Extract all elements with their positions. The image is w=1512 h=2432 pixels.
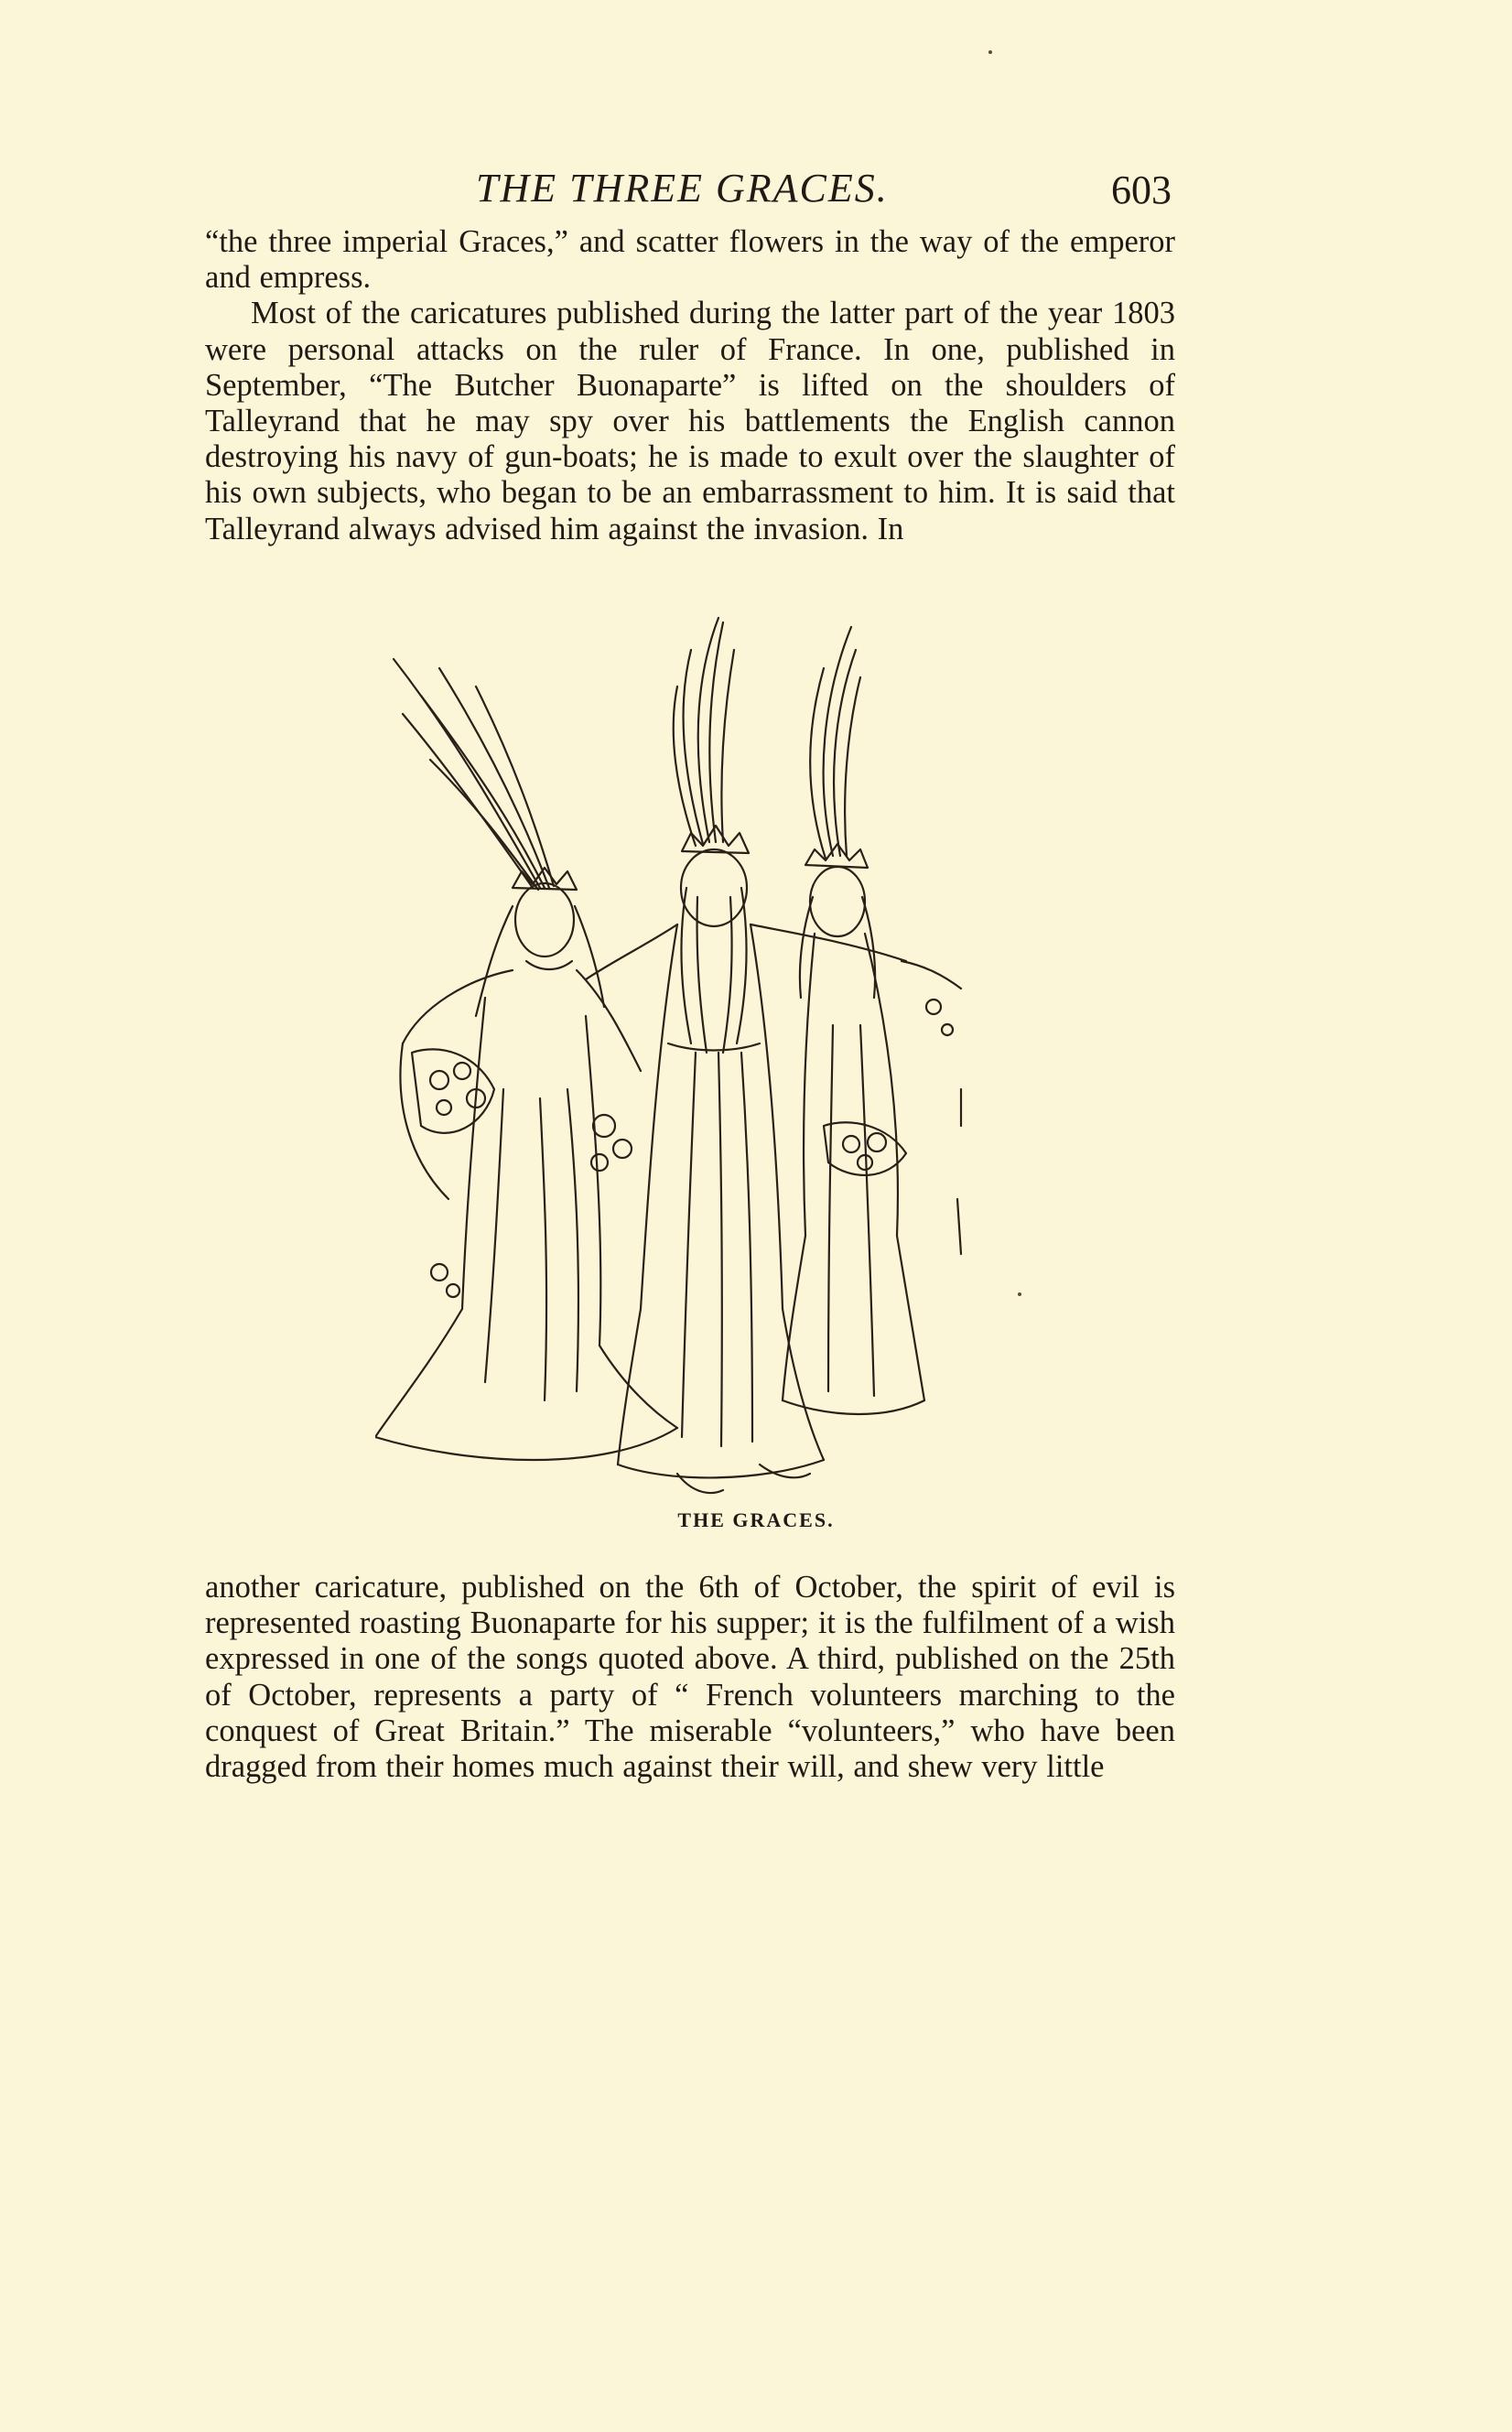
paragraph-continuation: “the three imperial Graces,” and scatter flowers in the way of the emperor and empress. <box>205 224 1175 296</box>
figure-caption: THE GRACES. <box>677 1508 835 1531</box>
text-block-top <box>205 224 1175 547</box>
paragraph-caricatures-1803: Most of the caricatures published during the latter part of the year 1803 were personal attacks on the ruler of France. In one, published in September, “The Butcher Buonaparte” is lifted on the shoulders of Talleyrand that he may spy over his battlements the English cannon destroying his navy of gun-boats; he is made to exult over the slaughter of his own subjects, who began to be an embarrassment to him. It is said that Talleyrand always advised him against the invasion. In <box>205 296 1175 546</box>
running-head-title: THE THREE GRACES. <box>476 166 889 211</box>
paper-speck <box>1018 1292 1021 1296</box>
paper-speck <box>988 50 992 54</box>
text-block-bottom <box>205 1570 1175 1785</box>
page-number: 603 <box>1111 168 1172 212</box>
three-graces-illustration <box>375 613 1043 1510</box>
paragraph-another-caricature: another caricature, published on the 6th of October, the spirit of evil is represented roasting Buonaparte for his supper; it is the fulfilment of a wish expressed in one of the songs quoted above. A third, published on the 25th of October, represents a party of “ French volunteers marching to the conquest of Great Britain.” The miserable “volunteers,” who have been dragged from their homes much against their will, and shew very little <box>205 1570 1175 1785</box>
